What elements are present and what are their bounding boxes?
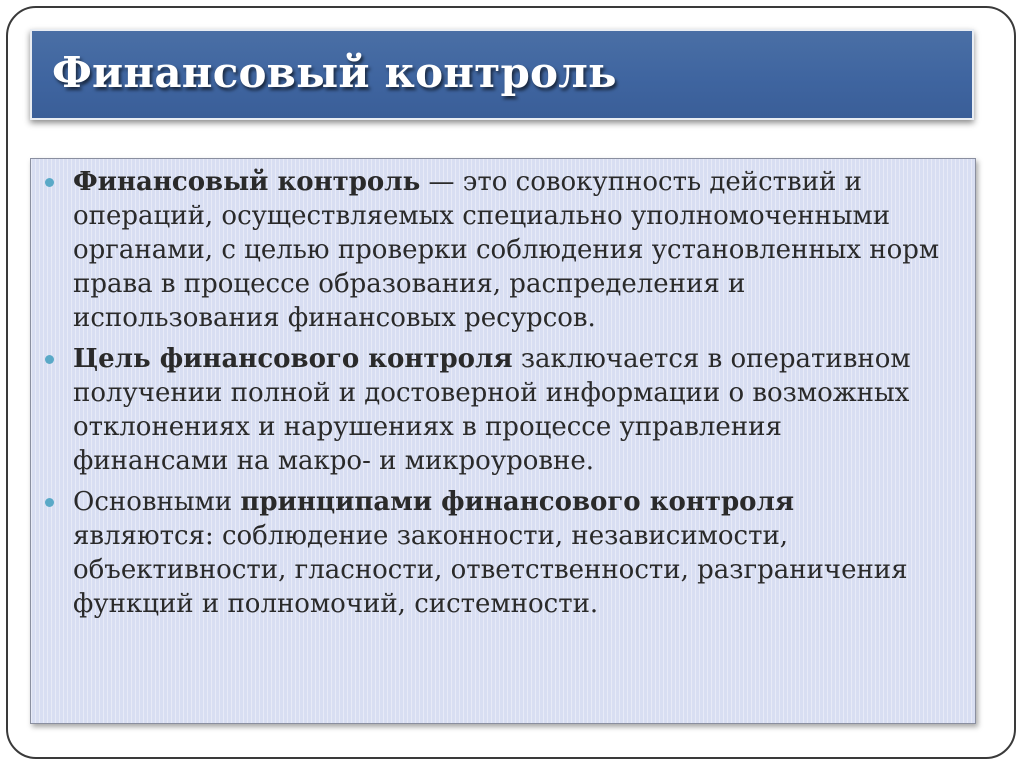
goal-text: заключается в оперативном получении полной и достоверной информации о возможных отклонениях и нарушениях в процессе управления финансами на макро- и микроуровне. — [73, 344, 911, 476]
bullet-item-definition — [31, 165, 941, 335]
definition-term: Финансовый контроль — [73, 167, 421, 197]
bullet-list — [31, 165, 961, 628]
goal-term: Цель финансового контроля — [73, 344, 513, 374]
bullet-item-goal — [31, 342, 941, 478]
principles-term: принципами финансового контроля — [240, 487, 795, 517]
definition-text: — это совокупность действий и операций, осуществляемых специально уполномоченными органами, с целью проверки соблюдения установленных норм права в процессе образования, распределения и использования финансовых ресурсов. — [73, 167, 940, 333]
slide-title: Финансовый контроль — [52, 48, 617, 97]
bullet-dot-icon — [45, 178, 54, 187]
bullet-item-principles — [31, 485, 941, 621]
bullet-dot-icon — [45, 355, 54, 364]
content-box — [30, 158, 976, 724]
principles-text: являются: соблюдение законности, независимости, объективности, гласности, ответственности, разграничения функций и полномочий, системности. — [73, 521, 908, 619]
title-bar — [30, 29, 974, 120]
principles-lead: Основными — [73, 487, 241, 517]
bullet-dot-icon — [45, 498, 54, 507]
